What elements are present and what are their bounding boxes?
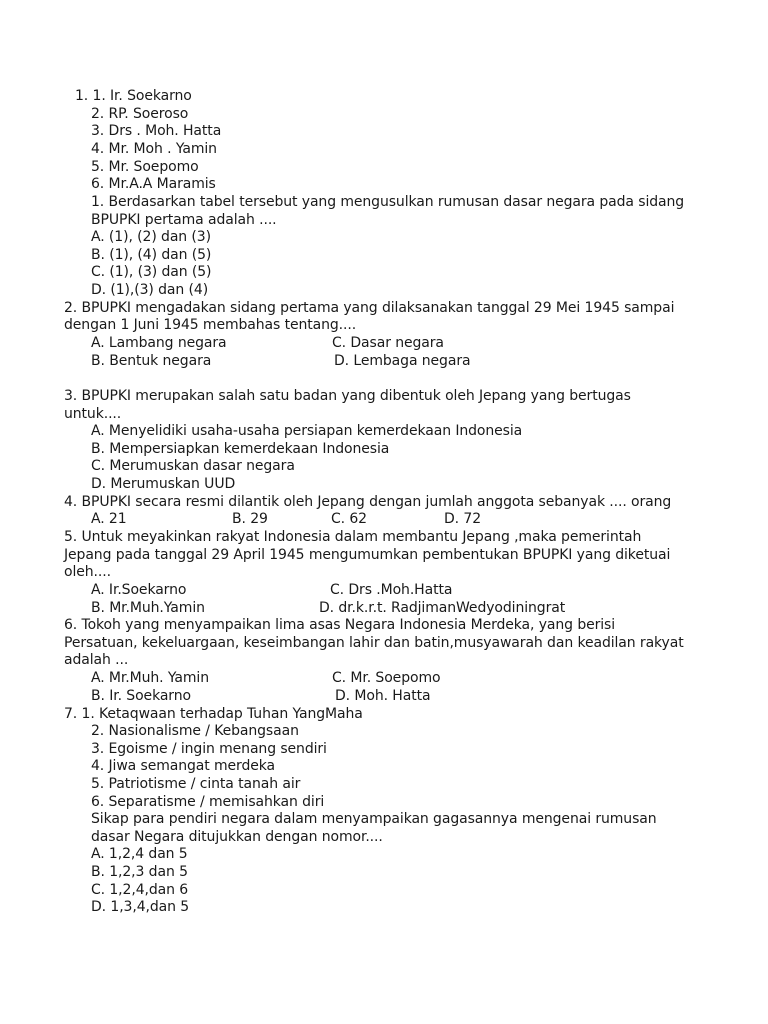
q5-option-d: D. dr.k.r.t. RadjimanWedyodiningrat <box>319 600 566 616</box>
q5-stem-line: 5. Untuk meyakinkan rakyat Indonesia dalam membantu Jepang ,maka pemerintah <box>64 529 642 545</box>
q2-stem-line: 2. BPUPKI mengadakan sidang pertama yang dilaksanakan tanggal 29 Mei 1945 sampai <box>64 300 675 316</box>
q1-stem-line: BPUPKI pertama adalah .... <box>91 212 277 228</box>
q6-option-d: D. Moh. Hatta <box>335 688 431 704</box>
q7-option: B. 1,2,3 dan 5 <box>91 864 188 880</box>
q4-stem-line: 4. BPUPKI secara resmi dilantik oleh Jepang dengan jumlah anggota sebanyak .... orang <box>64 494 672 510</box>
q4-option-a: A. 21 <box>91 511 127 527</box>
q2-option-d: D. Lembaga negara <box>334 353 471 369</box>
q7-list-item: 3. Egoisme / ingin menang sendiri <box>91 741 327 757</box>
q5-options-row <box>91 582 453 599</box>
q7-option: C. 1,2,4,dan 6 <box>91 882 189 898</box>
q1-option: B. (1), (4) dan (5) <box>91 247 212 263</box>
q1-option: A. (1), (2) dan (3) <box>91 229 211 245</box>
q1-number-line: 1. 1. Ir. Soekarno <box>75 88 192 104</box>
q1-list-item: 3. Drs . Moh. Hatta <box>91 123 222 139</box>
q5-options-row <box>91 600 566 617</box>
q7-stem-line: Sikap para pendiri negara dalam menyampaikan gagasannya mengenai rumusan <box>91 811 657 827</box>
q7-list-item: 6. Separatisme / memisahkan diri <box>91 794 325 810</box>
q4-options-row <box>91 511 481 528</box>
q5-stem-line: oleh.... <box>64 564 111 580</box>
q1-option: C. (1), (3) dan (5) <box>91 264 212 280</box>
q5-option-c: C. Drs .Moh.Hatta <box>330 582 453 598</box>
q1-list-item: 2. RP. Soeroso <box>91 106 189 122</box>
q5-option-a: A. Ir.Soekarno <box>91 582 187 598</box>
q4-option-b: B. 29 <box>232 511 268 527</box>
q7-number-line: 7. 1. Ketaqwaan terhadap Tuhan YangMaha <box>64 706 363 722</box>
q3-option: C. Merumuskan dasar negara <box>91 458 295 474</box>
q2-options-row <box>91 353 471 370</box>
q5-stem-line: Jepang pada tanggal 29 April 1945 mengumumkan pembentukan BPUPKI yang diketuai <box>64 547 671 563</box>
q7-list-item: 5. Patriotisme / cinta tanah air <box>91 776 301 792</box>
q6-option-a: A. Mr.Muh. Yamin <box>91 670 209 686</box>
q1-option: D. (1),(3) dan (4) <box>91 282 209 298</box>
q1-stem-line: 1. Berdasarkan tabel tersebut yang mengusulkan rumusan dasar negara pada sidang <box>91 194 685 210</box>
q6-stem-line: adalah ... <box>64 652 129 668</box>
q6-option-b: B. Ir. Soekarno <box>91 688 191 704</box>
q3-stem-line: 3. BPUPKI merupakan salah satu badan yang dibentuk oleh Jepang yang bertugas <box>64 388 631 404</box>
q6-stem-line: 6. Tokoh yang menyampaikan lima asas Negara Indonesia Merdeka, yang berisi <box>64 617 616 633</box>
q1-list-item: 4. Mr. Moh . Yamin <box>91 141 217 157</box>
q2-option-c: C. Dasar negara <box>332 335 444 351</box>
q7-option: A. 1,2,4 dan 5 <box>91 846 188 862</box>
q2-options-row <box>91 335 444 352</box>
q6-options-row <box>91 670 441 687</box>
q7-stem-line: dasar Negara ditujukkan dengan nomor.... <box>91 829 383 845</box>
q3-option: A. Menyelidiki usaha-usaha persiapan kemerdekaan Indonesia <box>91 423 523 439</box>
q5-option-b: B. Mr.Muh.Yamin <box>91 600 205 616</box>
q6-stem-line: Persatuan, kekeluargaan, keseimbangan lahir dan batin,musyawarah dan keadilan rakyat <box>64 635 684 651</box>
q1-list-item: 6. Mr.A.A Maramis <box>91 176 216 192</box>
q3-option: B. Mempersiapkan kemerdekaan Indonesia <box>91 441 390 457</box>
q3-option: D. Merumuskan UUD <box>91 476 236 492</box>
q2-stem-line: dengan 1 Juni 1945 membahas tentang.... <box>64 317 357 333</box>
q4-option-c: C. 62 <box>331 511 367 527</box>
q1-list-item: 5. Mr. Soepomo <box>91 159 199 175</box>
q7-list-item: 2. Nasionalisme / Kebangsaan <box>91 723 299 739</box>
q3-stem-line: untuk.... <box>64 406 122 422</box>
q6-option-c: C. Mr. Soepomo <box>332 670 441 686</box>
q7-option: D. 1,3,4,dan 5 <box>91 899 190 915</box>
q4-option-d: D. 72 <box>444 511 481 527</box>
q2-option-b: B. Bentuk negara <box>91 353 212 369</box>
q2-option-a: A. Lambang negara <box>91 335 227 351</box>
q6-options-row <box>91 688 431 705</box>
q7-list-item: 4. Jiwa semangat merdeka <box>91 758 276 774</box>
